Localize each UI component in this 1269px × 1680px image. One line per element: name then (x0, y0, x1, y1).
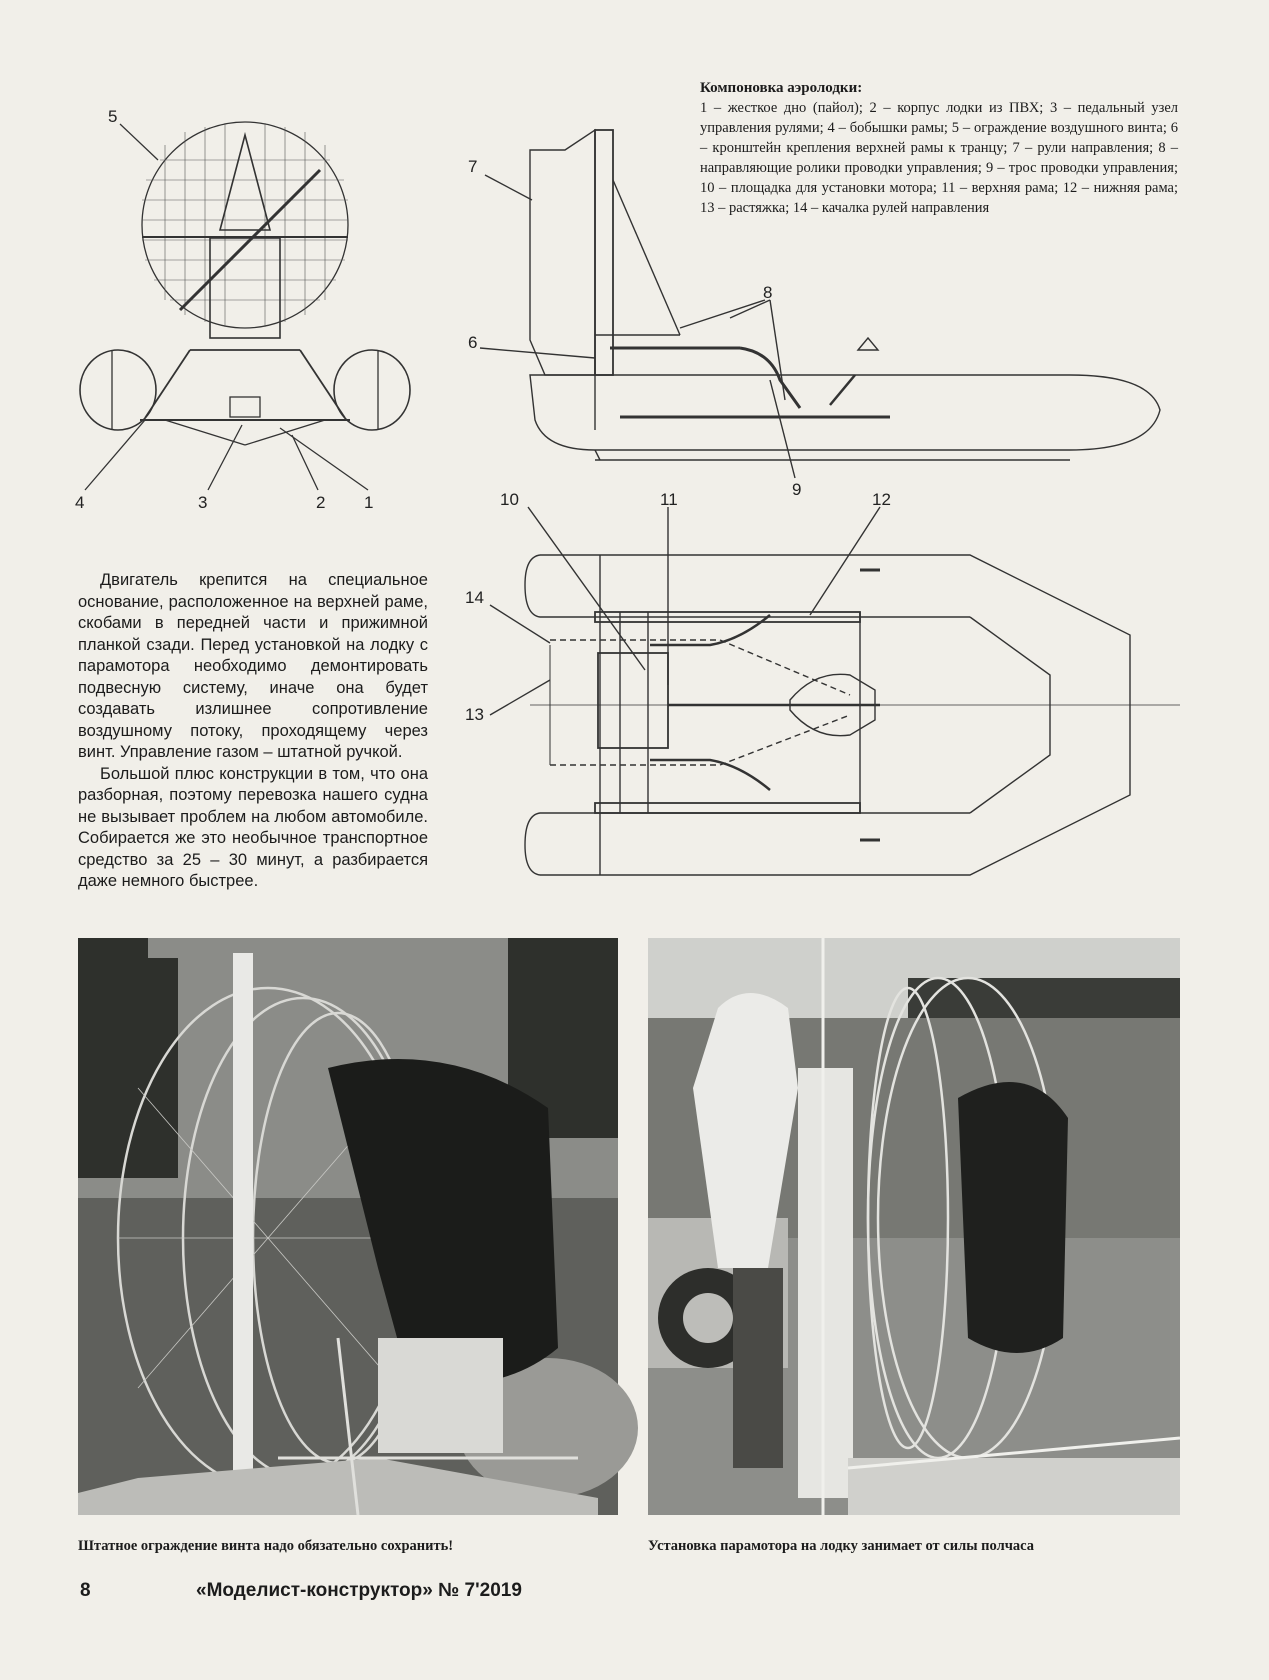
figure-caption (700, 78, 1178, 218)
caption-text: 1 – жесткое дно (пайол); 2 – корпус лодки из ПВХ; 3 – педальный узел управления рулями; 4 – бобышки рамы; 5 – ограждение воздушного винта; 6 – кронштейн крепления верхней рамы к транцу; 7 – рули направления; 8 – направляющие ролики проводки управления; 9 – трос проводки управления; 10 – площадка для установки мотора; 11 – верхняя рама; 12 – нижняя рама; 13 – растяжка; 14 – качалка рулей направления (700, 100, 1178, 216)
photo-right (648, 938, 1180, 1515)
photo-right-image (648, 938, 1180, 1515)
label-12: 12 (872, 490, 891, 509)
label-9: 9 (792, 480, 802, 499)
caption-title: Компоновка аэролодки: (700, 80, 863, 96)
label-1: 1 (364, 493, 374, 512)
magazine-title: «Моделист-конструктор» № 7'2019 (196, 1580, 522, 1601)
article-body (78, 570, 428, 893)
label-4: 4 (75, 493, 85, 512)
paragraph-1: Двигатель крепится на специальное основание, расположенное на верхней раме, скобами в передней части и прижимной планкой сзади. Перед установкой на лодку с парамотора необходимо демонтировать подвесную систему, иначе она будет создавать излишнее сопротивление воздушному потоку, проходящему через винт. Управление газом – штатной ручкой. (78, 571, 428, 761)
front-view-drawing (70, 100, 430, 520)
label-14: 14 (465, 588, 484, 607)
photo-left-caption: Штатное ограждение винта надо обязательно сохранить! (78, 1538, 454, 1554)
label-10: 10 (500, 490, 519, 509)
label-3: 3 (198, 493, 208, 512)
paragraph-2: Большой плюс конструкции в том, что она разборная, поэтому перевозка нашего судна не вызывает проблем на любом автомобиле. Собирается же это необычное транспортное средство за 25 – 30 минут, а разбирается даже немного быстрее. (78, 764, 428, 890)
photo-left-image (78, 938, 618, 1515)
label-7: 7 (468, 157, 478, 176)
label-11: 11 (660, 490, 678, 509)
label-8: 8 (763, 283, 773, 302)
top-view-drawing (465, 490, 1190, 915)
page-number: 8 (80, 1580, 91, 1601)
photo-right-caption: Установка парамотора на лодку занимает от силы полчаса (648, 1538, 1034, 1554)
label-13: 13 (465, 705, 484, 724)
photo-left (78, 938, 618, 1515)
label-5: 5 (108, 107, 118, 126)
label-2: 2 (316, 493, 326, 512)
propeller-guard (142, 122, 348, 328)
label-6: 6 (468, 333, 478, 352)
